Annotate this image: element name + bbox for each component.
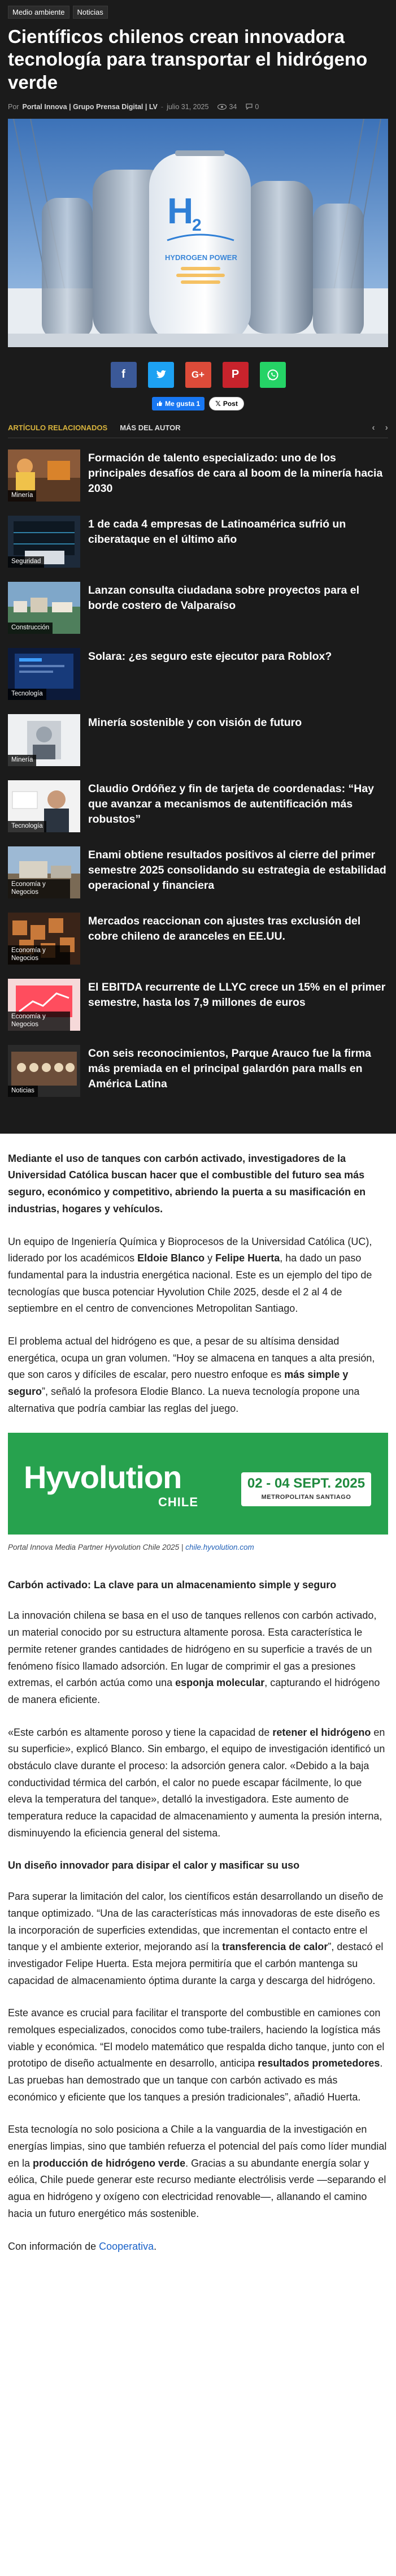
related-thumbnail[interactable]	[8, 516, 80, 568]
related-thumbnail[interactable]	[8, 846, 80, 898]
share-buttons	[8, 362, 388, 388]
related-thumbnail[interactable]	[8, 979, 80, 1031]
related-category-tag[interactable]: Economía y Negocios	[8, 879, 70, 898]
related-category-tag[interactable]: Minería	[8, 755, 36, 766]
article-header-section	[0, 0, 396, 1134]
related-thumbnail[interactable]	[8, 1045, 80, 1097]
tab-more-from-author[interactable]: MÁS DEL AUTOR	[120, 423, 181, 433]
section-heading: Carbón activado: La clave para un almacenamiento simple y seguro	[8, 1579, 337, 1590]
breadcrumb	[8, 6, 388, 19]
article-paragraph	[8, 2121, 388, 2222]
bold-phrase: esponja molecular	[175, 1677, 265, 1689]
related-article-item[interactable]	[8, 449, 388, 502]
facebook-like-label: Me gusta 1	[165, 399, 201, 408]
tank-power-label: HYDROGEN POWER	[165, 253, 237, 262]
category-tag-noticias[interactable]: Noticias	[73, 6, 108, 19]
views-count: 34	[229, 102, 237, 111]
hero-image	[8, 119, 388, 347]
x-logo-icon: 𝕏	[215, 399, 221, 408]
text-run: Para superar la limitación del calor, los científicos están desarrollando un diseño de tanque optimizado. “Una de las características más innovadoras de este diseño es la incorporación de superficies extendidas, que incrementan el contacto entre el tanque y el ambiente exterior, mejorando así la	[8, 1891, 384, 1953]
related-thumbnail[interactable]	[8, 714, 80, 766]
related-category-tag[interactable]: Economía y Negocios	[8, 945, 70, 965]
related-thumbnail[interactable]	[8, 449, 80, 502]
twitter-bird-icon	[155, 370, 167, 379]
caption-text: Portal Innova Media Partner Hyvolution Chile 2025 |	[8, 1543, 186, 1552]
banner-title: Hyvolution	[24, 1459, 182, 1496]
related-article-item[interactable]	[8, 1045, 388, 1097]
text-run: en su superficie», explicó Blanco. Sin embargo, el equipo de investigación identificó un obstáculo clave durante el proceso: la adsorción genera calor. «Debido a la baja conductividad térmica del carbón, el calor no puede escapar fácilmente, lo que eleva la temperatura del tanque», detalló la investigadora. Este aumento de temperatura reduce la capacidad de almacenamiento y aumenta la presión interna, disminuyendo la eficiencia general del sistema.	[8, 1726, 385, 1839]
text-run: , ha dado un paso fundamental para la industria energética nacional. Este es un ejemplo del tipo de tecnologías que busca potenciar Hyvolution Chile 2025, desde el 2 al 4 de septiembre en el centro de convenciones Metropolitan Santiago.	[8, 1252, 372, 1315]
related-title[interactable]: Mercados reaccionan con ajustes tras exclusión del cobre chileno de aranceles en EE.UU.	[88, 914, 361, 943]
related-article-item[interactable]	[8, 714, 388, 766]
related-article-item[interactable]	[8, 648, 388, 700]
related-article-item[interactable]	[8, 846, 388, 898]
banner-venue: METROPOLITAN SANTIAGO	[261, 1494, 351, 1501]
section-heading: Un diseño innovador para disipar el calor y masificar su uso	[8, 1860, 300, 1872]
related-pager	[372, 423, 388, 433]
related-category-tag[interactable]: Noticias	[8, 1086, 38, 1097]
text-run: La innovación chilena se basa en el uso de tanques rellenos con carbón activado, un material conocido por su estructura altamente porosa. Esta característica le permite retener grandes cantidades de hidrógeno en su superficie a través de un fenómeno físico llamado adsorción. En lugar de comprimir el gas a presiones extremas, el carbón actúa como una	[8, 1610, 377, 1689]
source-link[interactable]: Cooperativa	[99, 2240, 154, 2252]
views-stat	[217, 103, 237, 111]
bold-name-elodie: Eldoie Blanco	[137, 1252, 205, 1264]
author-link[interactable]: Portal Innova | Grupo Prensa Digital | LV	[22, 102, 158, 111]
bold-name-felipe: Felipe Huerta	[215, 1252, 280, 1264]
related-thumbnail[interactable]	[8, 913, 80, 965]
related-article-item[interactable]	[8, 516, 388, 568]
meta-separator: -	[160, 102, 164, 111]
related-title[interactable]: Enami obtiene resultados positivos al cierre del primer semestre 2025 consolidando su estrategia de estabilidad operacional y financiera	[88, 848, 386, 892]
bold-phrase: resultados prometedores	[258, 2058, 380, 2069]
comments-stat[interactable]	[246, 103, 259, 111]
googleplus-share-button[interactable]: G+	[185, 362, 211, 388]
related-thumbnail[interactable]	[8, 780, 80, 832]
related-category-tag[interactable]: Minería	[8, 490, 36, 502]
twitter-share-button[interactable]	[148, 362, 174, 388]
related-article-item[interactable]	[8, 780, 388, 832]
publish-date: julio 31, 2025	[167, 102, 209, 111]
article-paragraph	[8, 2005, 388, 2106]
article-paragraph	[8, 1333, 388, 1417]
text-run: Este avance es crucial para facilitar el transporte del combustible en camiones con remolques especializados, conocidos como tube-trailers, haciendo la logística más viable y económica. “El modelo matemático que respalda dicho tanque, junto con el prototipo de diseño actualmente en desarrollo, anticipa	[8, 2007, 385, 2069]
related-title[interactable]: Lanzan consulta ciudadana sobre proyectos para el borde costero de Valparaíso	[88, 584, 360, 612]
chevron-right-icon[interactable]: ›	[385, 422, 388, 433]
related-articles-list	[8, 438, 388, 1134]
bold-phrase: más simple y seguro	[8, 1369, 349, 1397]
related-article-item[interactable]	[8, 979, 388, 1031]
comment-icon	[246, 103, 253, 110]
related-title[interactable]: El EBITDA recurrente de LLYC crece un 15% en el primer semestre, hasta los 7,9 millones de euros	[88, 980, 386, 1009]
article-paragraph	[8, 1888, 388, 1989]
text-run: y	[204, 1252, 216, 1264]
source-text: Con información de	[8, 2240, 99, 2252]
text-run: El problema actual del hidrógeno es que, a pesar de su altísima densidad energética, ocupa un gran volumen. “Hoy se almacena en tanques a alta presión, que son caros y difíciles de escalar, pero nuestro enfoque es	[8, 1335, 375, 1381]
text-run: ”, destacó el investigador Felipe Huerta. Esta mejora permitiría que el carbón mantenga su capacidad de almacenamiento óptima durante la carga y descarga del hidrógeno.	[8, 1941, 384, 1986]
tank-h2-subscript: 2	[192, 215, 202, 235]
facebook-share-button[interactable]: f	[111, 362, 137, 388]
source-end: .	[154, 2240, 157, 2252]
whatsapp-icon	[267, 369, 279, 381]
x-post-label: Post	[223, 399, 238, 408]
banner-date-box	[241, 1472, 371, 1506]
text-run: . Las pruebas han demostrado que un tanque con carbón activado es más económico y eficiente que los tanques a presión tradicionales”, añadió Huerta.	[8, 2058, 383, 2103]
article-lead: Mediante el uso de tanques con carbón activado, investigadores de la Universidad Católica buscan hacer que el combustible del futuro sea más seguro, económico y competitivo, abriendo la puerta a su masificación en industrias, hogares y vehículos.	[8, 1152, 366, 1214]
related-title[interactable]: Formación de talento especializado: uno de los principales desafíos de cara al boom de la minería hacia 2030	[88, 451, 383, 495]
banner-subtitle: CHILE	[158, 1495, 198, 1510]
article-body	[0, 1134, 396, 2293]
article-paragraph	[8, 1724, 388, 1842]
article-meta	[8, 103, 388, 111]
whatsapp-share-button[interactable]	[260, 362, 286, 388]
related-category-tag[interactable]: Seguridad	[8, 556, 44, 568]
related-tabs	[8, 423, 388, 433]
hydrogen-tanks-illustration	[8, 119, 388, 347]
text-run: Esta tecnología no solo posiciona a Chile a la vanguardia de la investigación en energías limpias, sino que también refuerza el potencial del país como líder mundial en la	[8, 2124, 387, 2169]
banner-caption	[8, 1541, 388, 1554]
related-category-tag[interactable]: Construcción	[8, 623, 53, 634]
related-title[interactable]: 1 de cada 4 empresas de Latinoamérica sufrió un ciberataque en el último año	[88, 517, 346, 546]
article-paragraph	[8, 1234, 388, 1317]
tank-h2-label: H	[167, 190, 194, 231]
related-thumbnail[interactable]	[8, 648, 80, 700]
social-buttons-row	[8, 397, 388, 410]
bold-phrase: producción de hidrógeno verde	[33, 2157, 186, 2169]
text-run: . Gracias a su abundante energía solar y eólica, Chile puede generar este recurso mediante electrólisis verde —separando el agua en hidrógeno y oxígeno con electricidad renovable—, allanando el camino hacia un futuro energético más sostenible.	[8, 2157, 386, 2219]
caption-link[interactable]: chile.hyvolution.com	[185, 1543, 254, 1552]
text-run: Un equipo de Ingeniería Química y Bioprocesos de la Universidad Católica (UC), liderado por los académicos	[8, 1235, 372, 1264]
chevron-left-icon[interactable]: ‹	[372, 422, 375, 433]
bold-phrase: retener el hidrógeno	[272, 1726, 371, 1738]
article-title: Científicos chilenos crean innovadora tecnología para transportar el hidrógeno verde	[8, 26, 368, 93]
facebook-like-button[interactable]	[152, 397, 204, 410]
related-title[interactable]: Claudio Ordóñez y fin de tarjeta de coordenadas: “Hay que avanzar a mecanismos de autentificación más robustos”	[88, 782, 375, 826]
text-run: ”, señaló la profesora Elodie Blanco. La nueva tecnología propone una alternativa que podría cambiar las reglas del juego.	[8, 1386, 360, 1414]
related-title[interactable]: Con seis reconocimientos, Parque Arauco fue la firma más premiada en el principal galardón para malls en América Latina	[88, 1047, 372, 1091]
text-run: , capturando el hidrógeno de manera eficiente.	[8, 1677, 380, 1705]
pinterest-share-button[interactable]: P	[223, 362, 249, 388]
related-category-tag[interactable]: Economía y Negocios	[8, 1012, 70, 1031]
related-category-tag[interactable]: Tecnología	[8, 689, 46, 700]
bold-phrase: transferencia de calor	[222, 1941, 328, 1953]
meta-by: Por	[8, 102, 19, 111]
category-tag-medio-ambiente[interactable]: Medio ambiente	[8, 6, 69, 19]
eye-icon	[217, 104, 227, 110]
hyvolution-banner[interactable]	[8, 1433, 388, 1535]
comments-count: 0	[255, 102, 259, 111]
text-run: «Este carbón es altamente poroso y tiene la capacidad de	[8, 1726, 273, 1738]
tab-related-articles[interactable]: ARTÍCULO RELACIONADOS	[8, 423, 108, 433]
banner-date: 02 - 04 SEPT. 2025	[247, 1476, 365, 1492]
x-post-button[interactable]	[209, 397, 244, 410]
related-category-tag[interactable]: Tecnología	[8, 821, 46, 832]
source-line	[8, 2238, 388, 2255]
related-article-item[interactable]	[8, 913, 388, 965]
related-thumbnail[interactable]	[8, 582, 80, 634]
related-article-item[interactable]	[8, 582, 388, 634]
article-paragraph	[8, 1607, 388, 1708]
related-title[interactable]: Solara: ¿es seguro este ejecutor para Roblox?	[88, 650, 332, 663]
thumbs-up-icon	[156, 400, 163, 407]
related-title[interactable]: Minería sostenible y con visión de futuro	[88, 716, 302, 729]
